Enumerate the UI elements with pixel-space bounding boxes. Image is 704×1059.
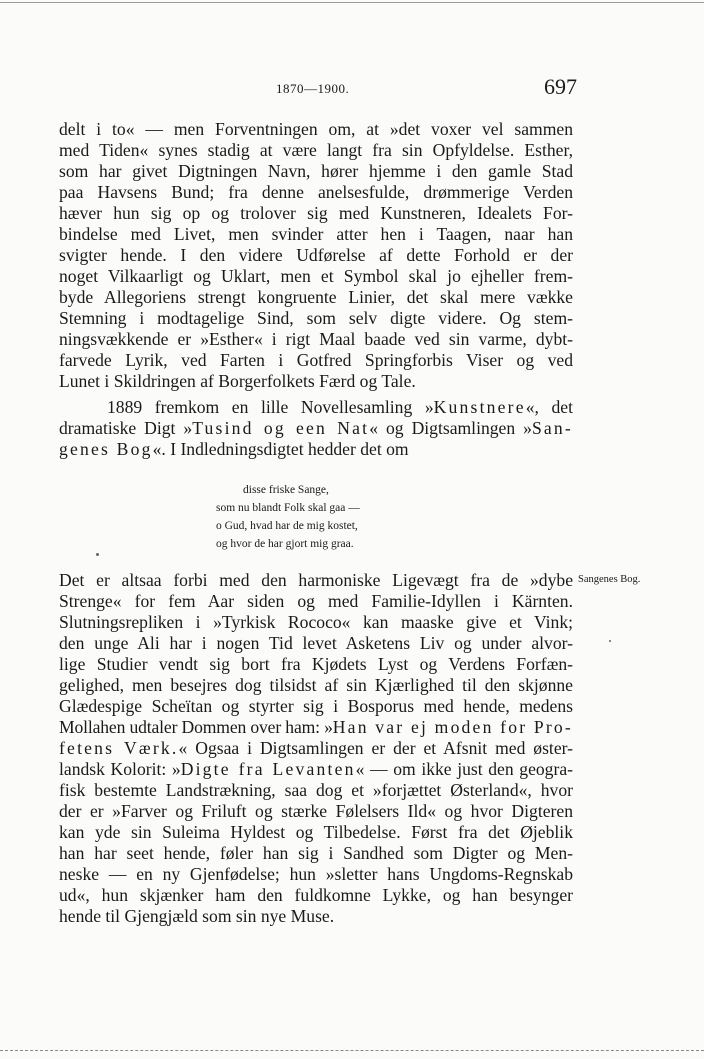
text-line: delt i to« — men Forventningen om, at »det voxer vel sammen: [59, 119, 573, 139]
text-run: Mollahen udtaler Dommen over ham: »: [59, 717, 333, 737]
text-line: bindelse med Livet, men svinder atter hen i Taagen, naar han: [59, 224, 573, 244]
running-title: 1870—1900.: [276, 81, 350, 96]
text-line: hæver hun sig op og trolover sig med Kunstneren, Idealets For-: [59, 203, 573, 223]
text-line: fisk bestemte Landstrækning, saa dog et »forjættet Østerland«, hvor: [59, 780, 573, 800]
text-line: der er »Farver og Friluft og stærke Følelsers Ild« og hvor Digteren: [59, 801, 573, 821]
bottom-scan-edge: [0, 1050, 704, 1051]
text-line: lige Studier vendt sig bort fra Kjødets Lyst og Verdens Forfæn-: [59, 654, 573, 674]
text-run: « — om ikke just den geogra-: [355, 759, 573, 779]
text-line: farvede Lyrik, ved Farten i Gotfred Springforbis Viser og ved: [59, 350, 573, 370]
text-run: «, det: [525, 397, 573, 417]
text-run: dramatiske Digt »: [59, 418, 193, 438]
text-line: med Tiden« synes stadig at være langt fra sin Opfyldelse. Esther,: [59, 140, 573, 160]
text-line: kan yde sin Suleima Hyldest og Tilbedelse. Først fra det Øjeblik: [59, 822, 573, 842]
spaced-title: genes Bog: [59, 439, 153, 459]
page-number: 697: [544, 74, 577, 99]
text-line: [59, 439, 573, 460]
text-line: hende til Gjengjæld som sin nye Muse.: [59, 906, 335, 926]
text-line: Strenge« for fem Aar siden og med Familie-Idyllen i Kärnten.: [59, 591, 573, 611]
text-line: noget Vilkaarligt og Uklart, men et Symbol skal jo ejheller frem-: [59, 266, 573, 286]
text-line: paa Havsens Bund; fra denne anelsesfulde, drømmerige Verden: [59, 182, 573, 202]
text-run: « Ogsaa i Digtsamlingen er der et Afsnit med øster-: [178, 738, 573, 758]
spaced-title: San-: [531, 418, 573, 438]
scan-speck: [609, 640, 611, 642]
text-line: ningsvækkende er »Esther« i rigt Maal baade ved sin varme, dybt-: [59, 329, 573, 349]
text-line: Stemning i modtagelige Sind, som selv digte videre. Og stem-: [59, 308, 573, 328]
text-line: svigter hende. I den videre Udførelse af dette Forhold er der: [59, 245, 573, 265]
text-line: [59, 717, 573, 738]
text-line: [59, 738, 573, 759]
spaced-quote: Han var ej moden for Pro-: [332, 717, 573, 737]
text-line: byde Allegoriens strengt kongruente Linier, det skal mere vække: [59, 287, 573, 307]
top-scan-edge: [0, 2, 704, 3]
text-run: « og Digtsamlingen »: [369, 418, 532, 438]
text-line: han har seet hende, føler han sig i Sandhed som Digter og Men-: [59, 843, 573, 863]
text-run: 1889 fremkom en lille Novellesamling »: [107, 397, 434, 417]
scan-speck: [96, 553, 99, 556]
text-line: Glædespige Scheïtan og styrter sig i Bosporus med hende, medens: [59, 696, 573, 716]
spaced-title: Tusind og een Nat: [192, 418, 370, 438]
text-line: [59, 759, 573, 780]
text-line: neske — en ny Gjenfødelse; hun »sletter hans Ungdoms-Regnskab: [59, 864, 573, 884]
verse-line: og hvor de har gjort mig graa.: [216, 538, 354, 550]
text-line: Det er altsaa forbi med den harmoniske Ligevægt fra de »dybe: [59, 570, 573, 590]
spaced-title: Kunstnere: [433, 397, 526, 417]
text-run: «. I Indledningsdigtet hedder det om: [152, 439, 409, 459]
verse-line: som nu blandt Folk skal gaa —: [216, 502, 360, 514]
spaced-title: Digte fra Levanten: [180, 759, 356, 779]
text-line: ud«, hun skjænker ham den fuldkomne Lykke, og han besynger: [59, 885, 573, 905]
text-line: Lunet i Skildringen af Borgerfolkets Færd og Tale.: [59, 371, 416, 391]
text-line: [59, 418, 573, 439]
spaced-quote: fetens Værk.: [59, 738, 179, 758]
verse-line: o Gud, hvad har de mig kostet,: [216, 520, 358, 532]
text-line: Slutningsrepliken i »Tyrkisk Rococo« kan maaske give et Vink;: [59, 612, 573, 632]
text-line: gelighed, men besejres dog tilsidst af sin Kjærlighed til den skjønne: [59, 675, 573, 695]
text-line: [107, 397, 573, 418]
text-line: som har givet Digtningen Navn, hører hjemme i den gamle Stad: [59, 161, 573, 181]
text-line: den unge Ali har i nogen Tid levet Asketens Liv og under alvor-: [59, 633, 573, 653]
verse-line: disse friske Sange,: [243, 484, 329, 496]
margin-note: Sangenes Bog.: [578, 574, 641, 585]
text-run: landsk Kolorit: »: [59, 759, 181, 779]
